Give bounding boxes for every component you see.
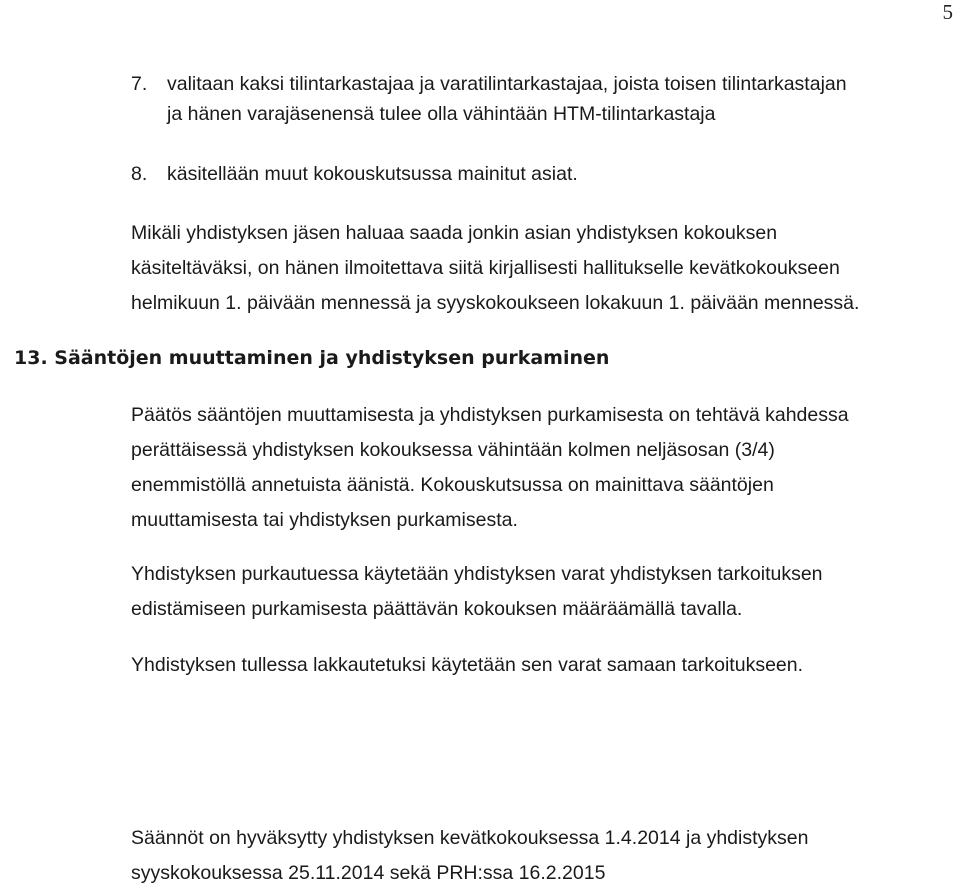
paragraph-submission-deadlines: [131, 216, 951, 321]
paragraph-approval-dates: [131, 821, 951, 891]
list-item-line: käsitellään muut kokouskutsussa mainitut asiat.: [167, 163, 578, 185]
paragraph-line: muuttamisesta tai yhdistyksen purkamisesta.: [131, 509, 518, 531]
list-item-number: 7.: [131, 73, 148, 95]
list-item-7: [131, 69, 951, 129]
list-item-8: [131, 159, 951, 189]
paragraph-line: Yhdistyksen tullessa lakkautetuksi käytetään sen varat samaan tarkoitukseen.: [131, 654, 804, 676]
paragraph-line: Päätös sääntöjen muuttamisesta ja yhdistyksen purkamisesta on tehtävä kahdessa: [131, 404, 849, 426]
paragraph-line: helmikuun 1. päivään mennessä ja syyskokoukseen lokakuun 1. päivään mennessä.: [131, 292, 860, 314]
list-item-line: valitaan kaksi tilintarkastajaa ja varatilintarkastajaa, joista toisen tilintarkastajan: [167, 73, 847, 95]
list-item-number: 8.: [131, 163, 148, 185]
paragraph-termination-assets: [131, 648, 951, 683]
paragraph-dissolution-assets: [131, 557, 951, 627]
paragraph-line: syyskokouksessa 25.11.2014 sekä PRH:ssa 16.2.2015: [131, 862, 606, 884]
paragraph-line: edistämiseen purkamisesta päättävän kokouksen määräämällä tavalla.: [131, 598, 743, 620]
paragraph-line: käsiteltäväksi, on hänen ilmoitettava siitä kirjallisesti hallitukselle kevätkokoukseen: [131, 257, 840, 279]
paragraph-line: Mikäli yhdistyksen jäsen haluaa saada jonkin asian yhdistyksen kokouksen: [131, 222, 778, 244]
paragraph-line: perättäisessä yhdistyksen kokouksessa vähintään kolmen neljäsosan (3/4): [131, 439, 775, 461]
list-item-line: ja hänen varajäsenensä tulee olla vähintään HTM-tilintarkastaja: [167, 103, 716, 125]
paragraph-rule-changes: [131, 398, 951, 538]
page-number: 5: [942, 0, 953, 24]
paragraph-line: Säännöt on hyväksytty yhdistyksen kevätkokouksessa 1.4.2014 ja yhdistyksen: [131, 827, 809, 849]
section-heading: 13. Sääntöjen muuttaminen ja yhdistyksen purkaminen: [14, 347, 610, 369]
paragraph-line: enemmistöllä annetuista äänistä. Kokouskutsussa on mainittava sääntöjen: [131, 474, 774, 496]
paragraph-line: Yhdistyksen purkautuessa käytetään yhdistyksen varat yhdistyksen tarkoituksen: [131, 563, 823, 585]
